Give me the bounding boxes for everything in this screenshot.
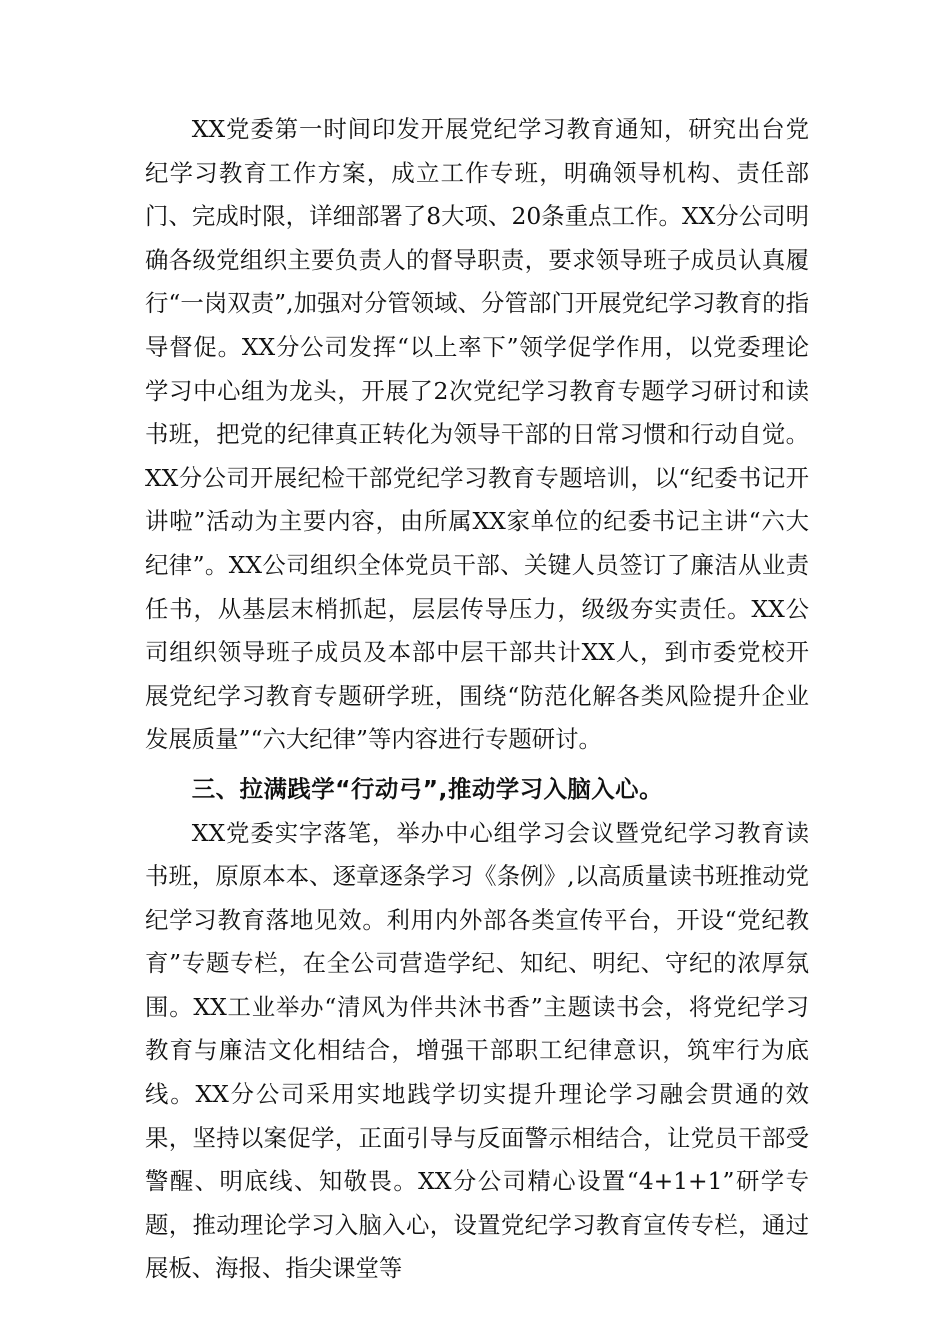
document-page <box>145 108 809 1291</box>
section-heading-3: 三、拉满践学“行动弓”,推动学习入脑入心。 <box>191 774 663 803</box>
body-paragraph-2: XX党委实字落笔，举办中心组学习会议暨党纪学习教育读书班，原原本本、逐章逐条学习《条例》,以高质量读书班推动党纪学习教育落地见效。利用内外部各类宣传平台，开设“党纪教育”专题专栏，在全公司营造学纪、知纪、明纪、守纪的浓厚氛围。XX工业举办“清风为伴共沐书香”主题读书会，将党纪学习教育与廉洁文化相结合，增强干部职工纪律意识，筑牢行为底线。XX分公司采用实地践学切实提升理论学习融会贯通的效果，坚持以案促学，正面引导与反面警示相结合，让党员干部受警醒、明底线、知敬畏。XX分公司精心设置“4+1+1”研学专题，推动理论学习入脑入心，设置党纪学习教育宣传专栏，通过展板、海报、指尖课堂等 <box>145 818 809 1283</box>
body-paragraph-1: XX党委第一时间印发开展党纪学习教育通知，研究出台党纪学习教育工作方案，成立工作专班，明确领导机构、责任部门、完成时限，详细部署了8大项、20条重点工作。XX分公司明确各级党组织主要负责人的督导职责，要求领导班子成员认真履行“一岗双责”,加强对分管领域、分管部门开展党纪学习教育的指导督促。XX分公司发挥“以上率下”领学促学作用，以党委理论学习中心组为龙头，开展了2次党纪学习教育专题学习研讨和读书班，把党的纪律真正转化为领导干部的日常习惯和行动自觉。XX分公司开展纪检干部党纪学习教育专题培训，以“纪委书记开讲啦”活动为主要内容，由所属XX家单位的纪委书记主讲“六大纪律”。XX公司组织全体党员干部、关键人员签订了廉洁从业责任书，从基层末梢抓起，层层传导压力，级级夯实责任。XX公司组织领导班子成员及本部中层干部共计XX人，到市委党校开展党纪学习教育专题研学班，围绕“防范化解各类风险提升企业发展质量”“六大纪律”等内容进行专题研讨。 <box>145 115 809 754</box>
